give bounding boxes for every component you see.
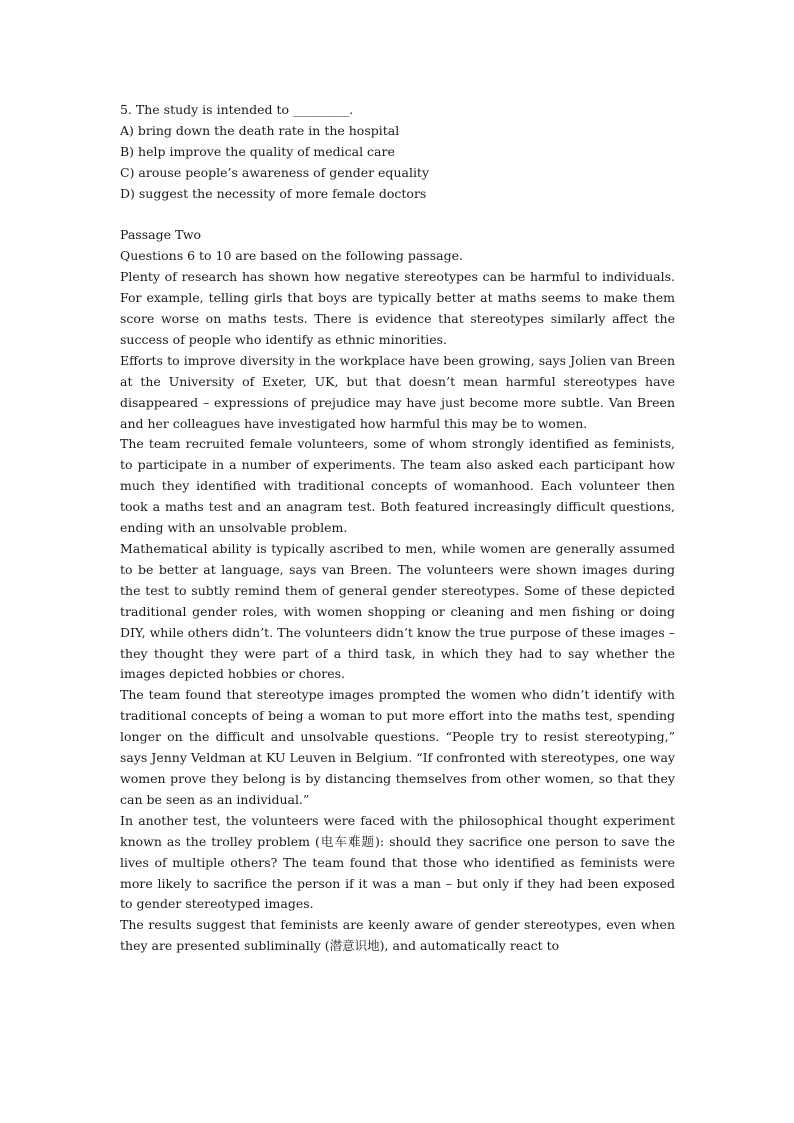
option-d: D) suggest the necessity of more female doctors	[120, 185, 427, 201]
document-page	[120, 100, 675, 957]
paragraph-1: Plenty of research has shown how negative stereotypes can be harmful to individuals. For example, telling girls that boys are typically better at maths seems to make them score worse on maths tests. There is evidence that stereotypes similarly affect the success of people who identify as ethnic minorities.	[120, 269, 675, 347]
paragraph-6: In another test, the volunteers were faced with the philosophical thought experiment known as the trolley problem (电车难题): should they sacrifice one person to save the lives of multiple others? The team found that those who identified as feminists were more likely to sacrifice the person if it was a man – but only if they had been exposed to gender stereotyped images.	[120, 812, 675, 912]
option-b: B) help improve the quality of medical care	[120, 143, 395, 159]
passage-intro: Questions 6 to 10 are based on the following passage.	[120, 248, 463, 264]
paragraph-7: The results suggest that feminists are keenly aware of gender stereotypes, even when they are presented subliminally (潜意识地), and automatically react to	[120, 917, 675, 954]
paragraph-2: Efforts to improve diversity in the workplace have been growing, says Jolien van Breen at the University of Exeter, UK, but that doesn’t mean harmful stereotypes have disappeared – expressions of prejudice may have just become more subtle. Van Breen and her colleagues have investigated how harmful this may be to women.	[120, 352, 675, 431]
option-c: C) arouse people’s awareness of gender equality	[120, 164, 430, 180]
paragraph-4: Mathematical ability is typically ascribed to men, while women are generally assumed to be better at language, says van Breen. The volunteers were shown images during the test to subtly remind them of general gender stereotypes. Some of these depicted traditional gender roles, with women shopping or cleaning and men fishing or doing DIY, while others didn’t. The volunteers didn’t know the true purpose of these images – they thought they were part of a third task, in which they had to say whether the images depicted hobbies or chores.	[120, 541, 675, 682]
passage-title: Passage Two	[120, 227, 202, 243]
option-a: A) bring down the death rate in the hospital	[120, 122, 400, 138]
paragraph-3: The team recruited female volunteers, some of whom strongly identified as feminists, to participate in a number of experiments. The team also asked each participant how much they identified with traditional concepts of womanhood. Each volunteer then took a maths test and an anagram test. Both featured increasingly difficult questions, ending with an unsolvable problem.	[120, 436, 675, 536]
paragraph-5: The team found that stereotype images prompted the women who didn’t identify with traditional concepts of being a woman to put more effort into the maths test, spending longer on the difficult and unsolvable questions. “People try to resist stereotyping,” says Jenny Veldman at KU Leuven in Belgium. “If confronted with stereotypes, one way women prove they belong is by distancing themselves from other women, so that they can be seen as an individual.”	[120, 687, 675, 807]
spacer	[120, 205, 675, 226]
question-5-stem: 5. The study is intended to _________.	[120, 102, 354, 117]
